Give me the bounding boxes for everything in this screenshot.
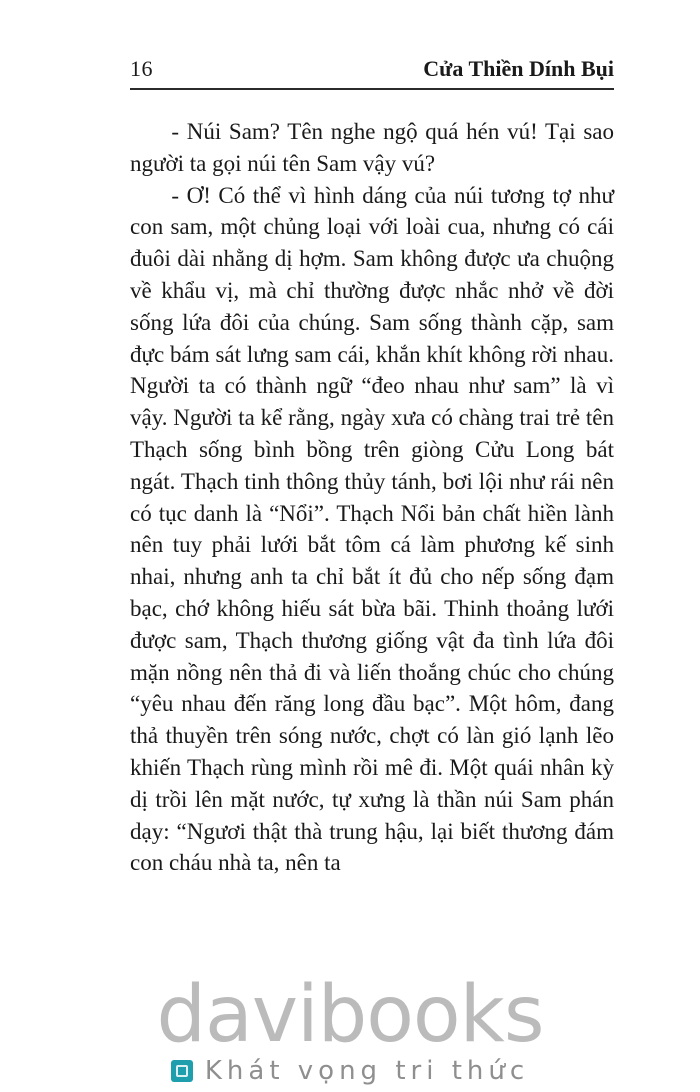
watermark [0, 970, 700, 1086]
page-body [130, 116, 614, 879]
header-rule [130, 88, 614, 90]
page-header [130, 56, 614, 82]
watermark-brand-text: davibooks [156, 970, 544, 1060]
paragraph-dialogue-question: - Núi Sam? Tên nghe ngộ quá hén vú! Tại sao người ta gọi núi tên Sam vậy vú? [130, 119, 614, 176]
page-content-area [130, 56, 614, 879]
watermark-logo-icon [171, 1060, 193, 1082]
running-title: Cửa Thiền Dính Bụi [423, 56, 614, 81]
watermark-tagline-text: Khát vọng tri thức [204, 1056, 530, 1086]
paragraph-dialogue-answer: - Ơ! Có thể vì hình dáng của núi tương tợ như con sam, một chủng loại với loài cua, nhưng có cái đuôi dài nhằng dị hợm. Sam không được ưa chuộng về khẩu vị, mà chỉ thường được nhắc nhở về đời sống lứa đôi của chúng. Sam sống thành cặp, sam đực bám sát lưng sam cái, khắn khít không rời nhau. Người ta có thành ngữ “đeo nhau như sam” là vì vậy. Người ta kể rằng, ngày xưa có chàng trai trẻ tên Thạch sống bình bồng trên giòng Cửu Long bát ngát. Thạch tinh thông thủy tánh, bơi lội như rái nên có tục danh là “Nổi”. Thạch Nổi bản chất hiền lành nên tuy phải lưới bắt tôm cá làm phương kế sinh nhai, nhưng anh ta chỉ bắt ít đủ cho nếp sống đạm bạc, chớ không hiếu sát bừa bãi. Thinh thoảng lưới được sam, Thạch thương giống vật đa tình lứa đôi mặn nồng nên thả đi và liến thoắng chúc cho chúng “yêu nhau đến răng long đầu bạc”. Một hôm, đang thả thuyền trên sóng nước, chợt có làn gió lạnh lẽo khiến Thạch rùng mình rồi mê đi. Một quái nhân kỳ dị trồi lên mặt nước, tự xưng là thần núi Sam phán dạy: “Ngươi thật thà trung hậu, lại biết thương đám con cháu nhà ta, nên ta [130, 182, 614, 876]
watermark-tagline-row [0, 1056, 700, 1086]
page-number: 16 [130, 56, 153, 81]
